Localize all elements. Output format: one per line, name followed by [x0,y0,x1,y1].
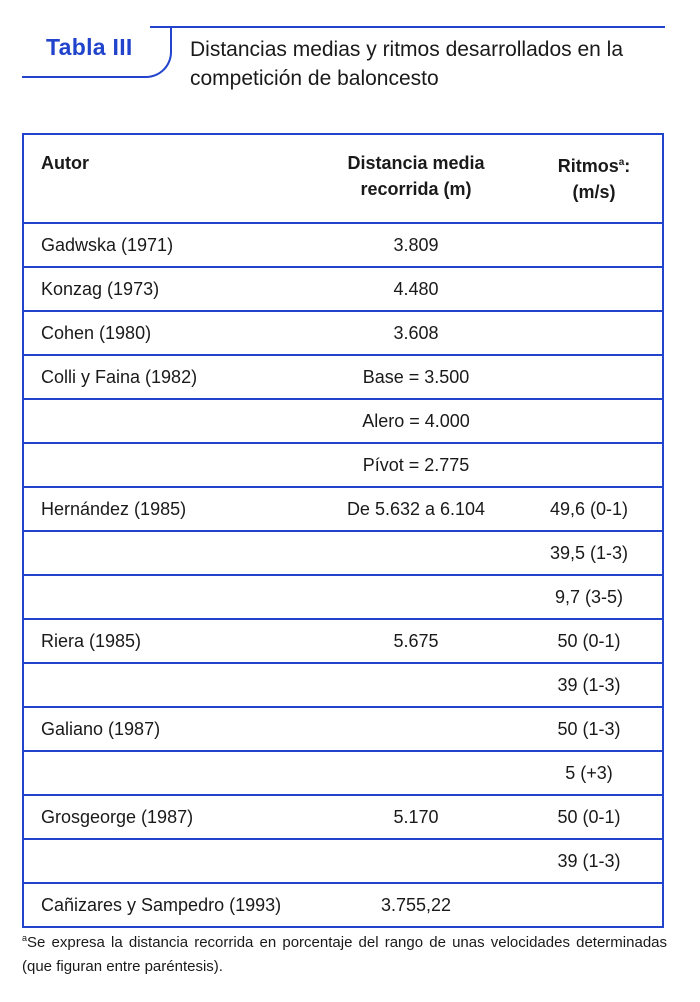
cell-rhythm [516,443,663,487]
header-rhythm [516,134,663,223]
cell-author [23,751,316,795]
cell-rhythm [516,311,663,355]
cell-rhythm: 50 (1-3) [516,707,663,751]
cell-rhythm [516,355,663,399]
table-row [23,663,663,707]
table-row [23,839,663,883]
cell-rhythm: 5 (+3) [516,751,663,795]
cell-distance: 4.480 [316,267,516,311]
table-row [23,619,663,663]
footnote-marker: a [22,933,28,943]
cell-author [23,531,316,575]
cell-distance: Pívot = 2.775 [316,443,516,487]
cell-distance: 3.755,22 [316,883,516,927]
cell-rhythm: 50 (0-1) [516,795,663,839]
table-row [23,531,663,575]
table-row [23,355,663,399]
cell-author: Galiano (1987) [23,707,316,751]
cell-distance [316,839,516,883]
table-row [23,487,663,531]
header-rhythm-sup: a [618,157,625,168]
cell-distance: 5.170 [316,795,516,839]
footnote-text: Se expresa la distancia recorrida en porcentaje del rango de unas velocidades determinadas (que figuran entre paréntesis). [22,934,667,975]
cell-author [23,443,316,487]
cell-distance: Alero = 4.000 [316,399,516,443]
cell-distance: 3.608 [316,311,516,355]
table-row [23,267,663,311]
header-rhythm-label: Ritmos [557,156,619,176]
cell-distance: 5.675 [316,619,516,663]
cell-rhythm: 50 (0-1) [516,619,663,663]
cell-author: Grosgeorge (1987) [23,795,316,839]
cell-distance [316,663,516,707]
cell-author: Riera (1985) [23,619,316,663]
cell-distance [316,531,516,575]
cell-rhythm: 39,5 (1-3) [516,531,663,575]
header-rhythm-colon: : [624,156,631,176]
cell-distance [316,751,516,795]
cell-author: Hernández (1985) [23,487,316,531]
cell-distance: Base = 3.500 [316,355,516,399]
cell-author: Gadwska (1971) [23,223,316,267]
header-row [23,134,663,223]
table-row [23,795,663,839]
top-rule [150,26,665,28]
table-row [23,751,663,795]
cell-distance [316,575,516,619]
cell-author: Colli y Faina (1982) [23,355,316,399]
footnote [22,926,667,979]
table-row [23,399,663,443]
cell-rhythm [516,267,663,311]
data-table [22,133,664,928]
table-row [23,707,663,751]
cell-author [23,839,316,883]
cell-rhythm [516,883,663,927]
cell-rhythm: 39 (1-3) [516,839,663,883]
cell-rhythm: 49,6 (0-1) [516,487,663,531]
cell-distance: De 5.632 a 6.104 [316,487,516,531]
cell-author [23,575,316,619]
table-row [23,223,663,267]
cell-rhythm: 9,7 (3-5) [516,575,663,619]
header-distance-text: Distancia media recorrida (m) [347,153,485,199]
header-rhythm-unit: (m/s) [572,182,616,202]
cell-author [23,399,316,443]
cell-author: Konzag (1973) [23,267,316,311]
table-row [23,311,663,355]
cell-author [23,663,316,707]
cell-distance [316,707,516,751]
cell-rhythm: 39 (1-3) [516,663,663,707]
header-author: Autor [23,134,316,223]
table-row [23,883,663,927]
cell-rhythm [516,399,663,443]
table-caption: Distancias medias y ritmos desarrollados en la competición de baloncesto [190,38,624,90]
table-label: Tabla III [46,34,133,60]
table-body [23,223,663,927]
header-distance [316,134,516,223]
table-row [23,575,663,619]
cell-distance: 3.809 [316,223,516,267]
cell-author: Cohen (1980) [23,311,316,355]
cell-author: Cañizares y Sampedro (1993) [23,883,316,927]
table-row [23,443,663,487]
cell-rhythm [516,223,663,267]
